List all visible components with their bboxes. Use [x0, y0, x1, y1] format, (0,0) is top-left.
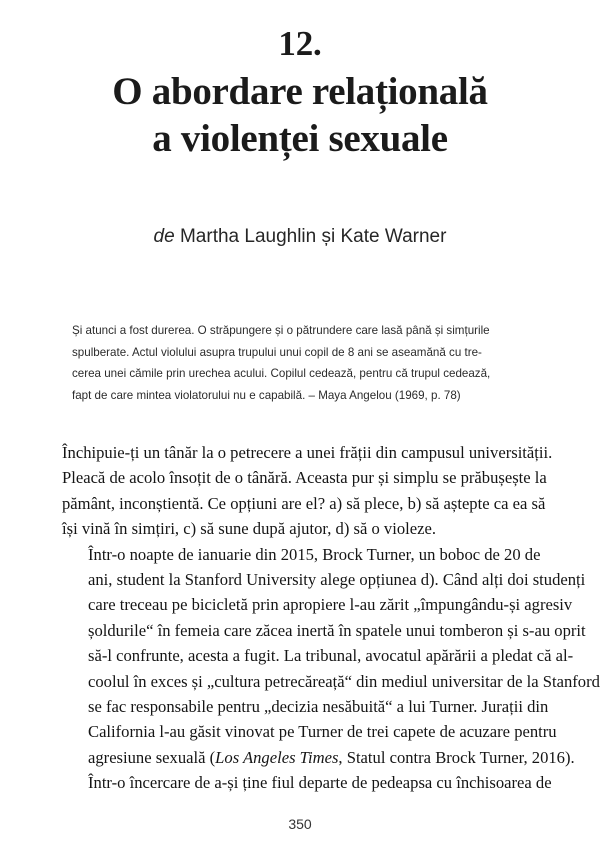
body-line: se fac responsabile pentru „decizia nesăbuită“ a lui Turner. Jurații din — [88, 697, 549, 717]
body-line: Într-o încercare de a-și ține fiul departe de pedeapsa cu închisoarea de — [88, 773, 552, 793]
body-line: Într-o noapte de ianuarie din 2015, Brock Turner, un boboc de 20 de — [88, 544, 541, 564]
body-line: care treceau pe bicicletă prin apropiere l-au zărit „împungându-și agresiv — [88, 595, 573, 615]
paragraph-2 — [62, 542, 600, 796]
page-number: 350 — [288, 816, 312, 832]
body-line-with-citation — [62, 745, 575, 770]
chapter-title-line-1: O abordare relațională — [112, 70, 488, 113]
body-line: pământ, inconștientă. Ce opțiuni are el? a) să plece, b) să aștepte ca ea să — [62, 493, 546, 513]
chapter-number: 12. — [278, 24, 322, 63]
byline — [0, 224, 600, 250]
body-text — [62, 440, 600, 796]
body-line: California l-au găsit vinovat pe Turner de trei capete de acuzare pentru — [88, 722, 557, 742]
epigraph-line-text: fapt de care mintea violatorului nu e capabilă. – Maya Angelou (1969, p. 78) — [72, 388, 461, 402]
citation-suffix: , Statul contra Brock Turner, 2016). — [338, 747, 575, 767]
citation-prefix: agresiune sexuală ( — [88, 747, 216, 767]
byline-prefix: de — [153, 226, 175, 247]
epigraph-line — [72, 385, 528, 407]
epigraph-line — [72, 342, 528, 364]
epigraph-line — [72, 320, 528, 342]
paragraph-1 — [62, 440, 553, 542]
body-line: își vină în simțiri, c) să sune după ajutor, d) să o violeze. — [62, 519, 436, 539]
epigraph-line-text: spulberate. Actul violului asupra trupului unui copil de 8 ani se aseamănă cu tre- — [72, 345, 482, 359]
body-line: să-l confrunte, acesta a fugit. La tribunal, avocatul apărării a pledat că al- — [88, 646, 574, 666]
body-line: Pleacă de acolo însoțit de o tânără. Aceasta pur și simplu se prăbușește la — [62, 468, 547, 488]
byline-authors: Martha Laughlin și Kate Warner — [179, 226, 447, 247]
chapter-heading — [0, 0, 600, 162]
page-title — [0, 68, 600, 162]
italic-citation-title: Los Angeles Times — [215, 747, 339, 767]
epigraph-block — [72, 320, 528, 406]
chapter-title-line-2: a violenței sexuale — [152, 117, 448, 160]
body-line: coolul în exces și „cultura petrecăreață“ din mediul universitar de la Stanford — [88, 671, 600, 691]
epigraph-line-text: Și atunci a fost durerea. O străpungere și o pătrundere care lasă până și simțurile — [72, 324, 490, 337]
epigraph-line — [72, 363, 528, 385]
epigraph-line-text: cerea unei cămile prin urechea acului. Copilul cedează, pentru că trupul cedează, — [72, 367, 491, 380]
body-line: Închipuie-ți un tânăr la o petrecere a unei frății din campusul universității. — [62, 443, 553, 462]
body-line: șoldurile“ în femeia care zăcea inertă în spatele unui tomberon și s-au oprit — [88, 620, 586, 640]
body-line: ani, student la Stanford University alege opțiunea d). Când alți doi studenți — [88, 570, 586, 590]
